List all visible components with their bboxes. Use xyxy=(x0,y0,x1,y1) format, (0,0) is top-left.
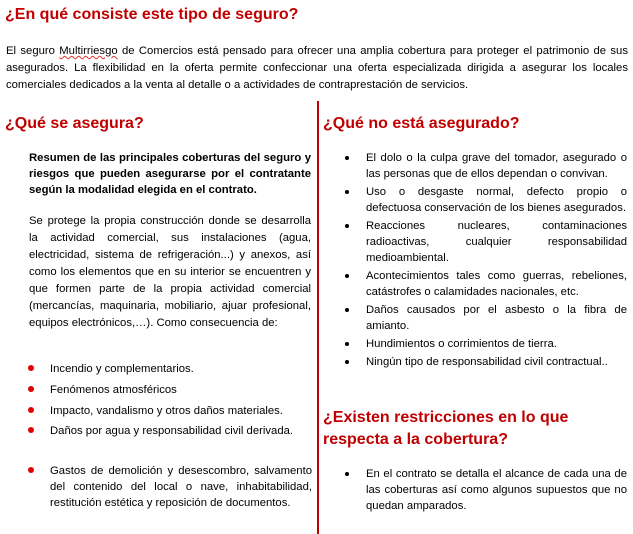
list-item: Daños causados por el asbesto o la fibra de amianto. xyxy=(366,304,627,332)
list-item: Ningún tipo de responsabilidad civil contractual.. xyxy=(366,354,627,370)
column-divider xyxy=(317,101,319,534)
intro-paragraph xyxy=(6,43,628,94)
intro-text-rest: de Comercios está pensado para ofrecer una amplia cobertura para proteger el patrimonio de sus asegurados. La flexibilidad en la oferta permite confeccionar una oferta especializada dirigida a asegurar los locales comerciales dedicados a la venta al detalle o a actividades de contraprestación de servicios. xyxy=(6,45,628,91)
list-item: Uso o desgaste normal, defecto propio o defectuosa conservación de los bienes asegurados. xyxy=(366,186,627,214)
list-item: Gastos de demolición y desescombro, salvamento del contenido del local o nave, inhabitabilidad, restitución estética y reposición de documentos. xyxy=(50,465,312,509)
list-item: Acontecimientos tales como guerras, rebeliones, catástrofes o calamidades nacionales, etc. xyxy=(366,270,627,298)
list-item: Impacto, vandalismo y otros daños materiales. xyxy=(50,403,312,419)
list-item: Fenómenos atmosféricos xyxy=(50,382,312,398)
list-item: El dolo o la culpa grave del tomador, asegurado o las personas que de ellos dependan o convivan. xyxy=(366,152,627,180)
list-item: En el contrato se detalla el alcance de cada una de las coberturas así como algunos supuestos que no quedan amparados. xyxy=(366,468,627,512)
coverage-description: Se protege la propia construcción donde se desarrolla la actividad comercial, sus instalaciones (agua, electricidad, sistema de refrigeración...) y anexos, así como los elementos que en su interior se encuentren y que formen parte de la propia actividad comercial (mercancías, maquinaria, mobiliario, ajuar profesional, equipos electrónicos,…). Como consecuencia de: xyxy=(29,215,311,329)
page-title: ¿En qué consiste este tipo de seguro? xyxy=(5,6,299,23)
restrictions-list xyxy=(366,466,627,516)
restrictions-title: ¿Existen restricciones en lo que respecta a la cobertura? xyxy=(323,409,569,448)
right-section-title: ¿Qué no está asegurado? xyxy=(323,115,520,132)
list-item: Incendio y complementarios. xyxy=(50,361,312,377)
exclusions-list xyxy=(366,150,627,372)
list-item: Daños por agua y responsabilidad civil derivada. xyxy=(50,423,312,439)
intro-underlined-word: Multirriesgo xyxy=(59,45,118,57)
list-item: Hundimientos o corrimientos de tierra. xyxy=(366,336,627,352)
coverage-summary: Resumen de las principales coberturas del seguro y riesgos que pueden asegurarse por el contratante según la modalidad elegida en el contrato. xyxy=(29,152,311,196)
intro-text-start: El seguro xyxy=(6,45,60,57)
list-item: Reacciones nucleares, contaminaciones radioactivas, cualquier responsabilidad medioambiental. xyxy=(366,220,627,264)
left-section-title: ¿Qué se asegura? xyxy=(5,115,144,132)
